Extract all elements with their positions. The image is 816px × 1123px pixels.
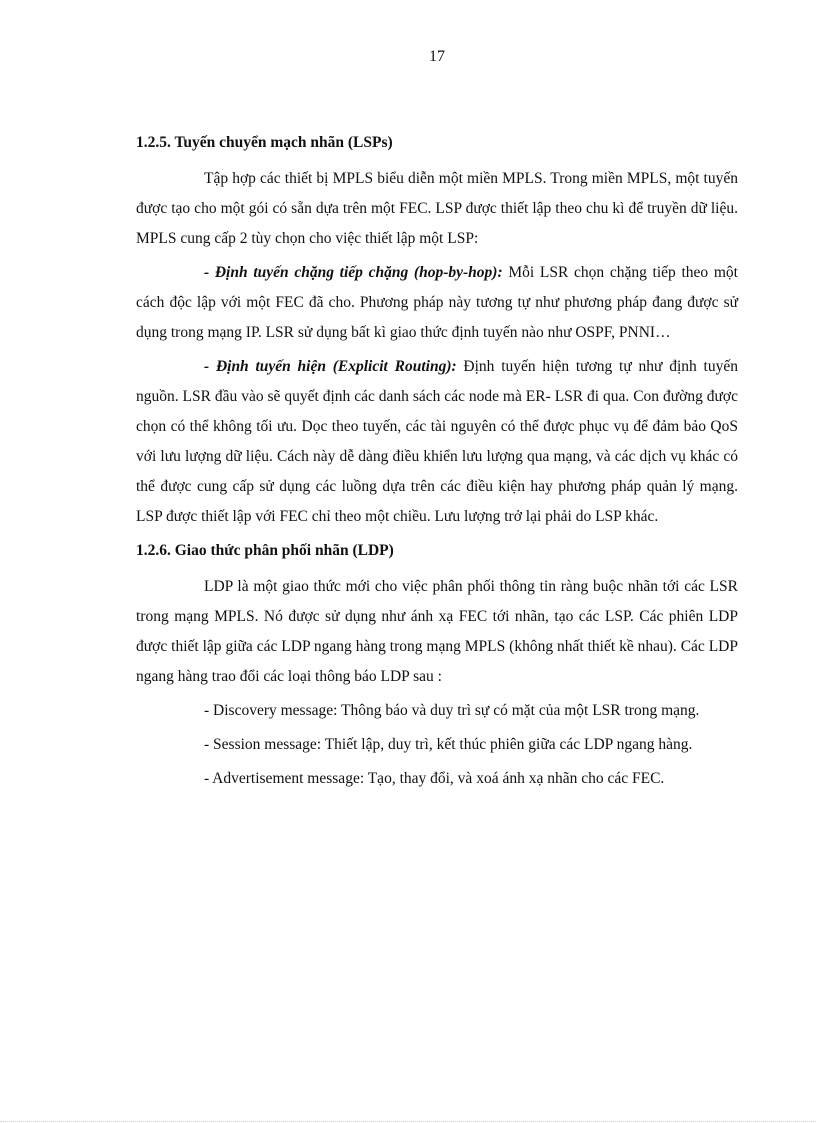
page-number: 17 [429,48,445,65]
section-heading-ldp: 1.2.6. Giao thức phân phối nhãn (LDP) [136,542,394,559]
list-item-discovery-message: - Discovery message: Thông báo và duy trì sự có mặt của một LSR trong mạng. [204,702,700,719]
paragraph-lsps-intro: Tập hợp các thiết bị MPLS biểu diễn một miền MPLS. Trong miền MPLS, một tuyến được tạo cho một gói có sẵn dựa trên một FEC. LSP được thiết lập theo chu kì để truyền dữ liệu. MPLS cung cấp 2 tùy chọn cho việc thiết lập một LSP: [136,170,738,247]
list-item-advertisement-message: - Advertisement message: Tạo, thay đổi, và xoá ánh xạ nhãn cho các FEC. [204,770,665,787]
paragraph-ldp-intro: LDP là một giao thức mới cho việc phân phối thông tin ràng buộc nhãn tới các LSR trong mạng MPLS. Nó được sử dụng như ánh xạ FEC tới nhãn, tạo các LSP. Các phiên LDP được thiết lập giữa các LDP ngang hàng trong mạng MPLS (không nhất thiết kề nhau). Các LDP ngang hàng trao đổi các loại thông báo LDP sau : [136,578,738,685]
hop-by-hop-title: - Định tuyến chặng tiếp chặng (hop-by-hop): [204,264,503,281]
explicit-routing-title: - Định tuyến hiện (Explicit Routing): [204,358,457,375]
hop-by-hop-text: Mỗi LSR chọn chặng tiếp theo một cách độc lập với một FEC đã cho. Phương pháp này tương tự như phương pháp đang được sử dụng trong mạng IP. LSR sử dụng bất kì giao thức định tuyến nào như OSPF, PNNI… [136,264,738,341]
page-bottom-divider [0,1121,816,1122]
explicit-routing-text: Định tuyến hiện tương tự như định tuyến nguồn. LSR đầu vào sẽ quyết định các danh sách các node mà ER- LSR đi qua. Con đường được chọn có thể không tối ưu. Dọc theo tuyến, các tài nguyên có thể được phục vụ để đảm bảo QoS với lưu lượng dữ liệu. Cách này dễ dàng điều khiển lưu lượng qua mạng, và các dịch vụ khác có thể được cung cấp sử dụng các luồng dựa trên các điều kiện hay phương pháp quản lý mạng. LSP được thiết lập với FEC chỉ theo một chiều. Lưu lượng trở lại phải do LSP khác. [136,358,738,525]
section-heading-lsps: 1.2.5. Tuyến chuyển mạch nhãn (LSPs) [136,134,393,151]
paragraph-hop-by-hop [136,258,738,348]
paragraph-explicit-routing [136,352,738,532]
document-body [136,128,738,798]
list-item-session-message: - Session message: Thiết lập, duy trì, kết thúc phiên giữa các LDP ngang hàng. [204,736,693,753]
